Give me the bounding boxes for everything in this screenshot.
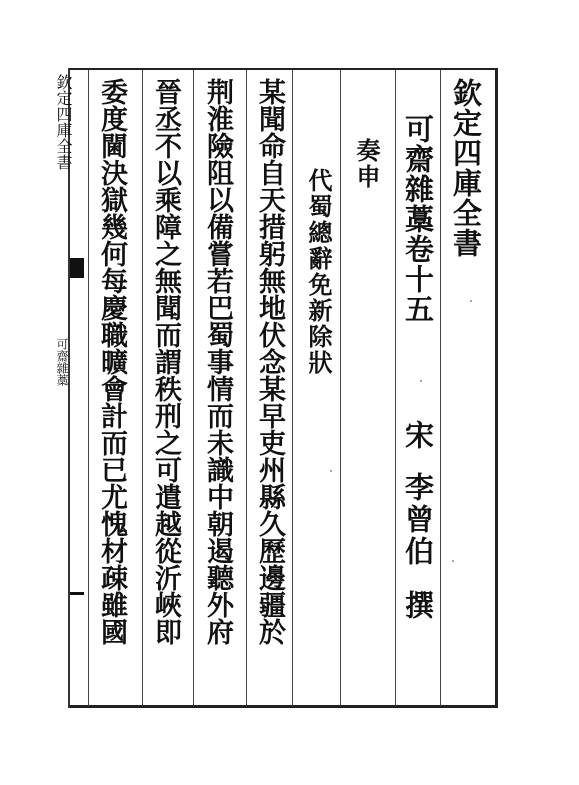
body-line-1: 某聞命自天措躬無地伏念某早吏州縣久歷邊疆於 bbox=[254, 78, 285, 645]
running-head: 欽定四庫全書 bbox=[449, 78, 483, 258]
scan-speck bbox=[420, 380, 422, 382]
body-line-4: 委度閫決獄幾何每慶職曠會計而已尤愧材疎雖國 bbox=[96, 78, 127, 645]
section-heading: 奏申 bbox=[352, 138, 381, 190]
scan-speck bbox=[470, 300, 472, 302]
scan-speck bbox=[452, 560, 454, 562]
body-line-3: 晉丞不以乘障之無聞而謂秩刑之可遣越從沂峽即 bbox=[150, 78, 181, 645]
column-rule bbox=[440, 70, 441, 706]
scan-speck bbox=[330, 470, 332, 472]
column-rule bbox=[142, 70, 143, 706]
fishtail-mark-bottom bbox=[70, 592, 84, 595]
author-suffix: 撰 bbox=[401, 590, 435, 621]
fishtail-mark bbox=[70, 258, 84, 278]
margin-head: 欽定四庫全書 bbox=[54, 74, 73, 170]
column-rule bbox=[340, 70, 341, 706]
column-rule bbox=[395, 70, 396, 706]
body-line-2: 荆淮險阻以備嘗若巴蜀事情而未識中朝遏聽外府 bbox=[202, 78, 233, 645]
dynasty: 宋 bbox=[401, 420, 435, 451]
column-rule bbox=[246, 70, 247, 706]
author-name: 李曾伯 bbox=[401, 472, 435, 568]
column-rule bbox=[88, 70, 89, 706]
document-title: 代蜀總辭免新除狀 bbox=[304, 168, 333, 376]
margin-book-title: 可齋雜藁 bbox=[55, 338, 69, 386]
column-rule bbox=[292, 70, 293, 706]
column-rule bbox=[193, 70, 194, 706]
volume-title: 可齋雜藁卷十五 bbox=[401, 114, 435, 324]
